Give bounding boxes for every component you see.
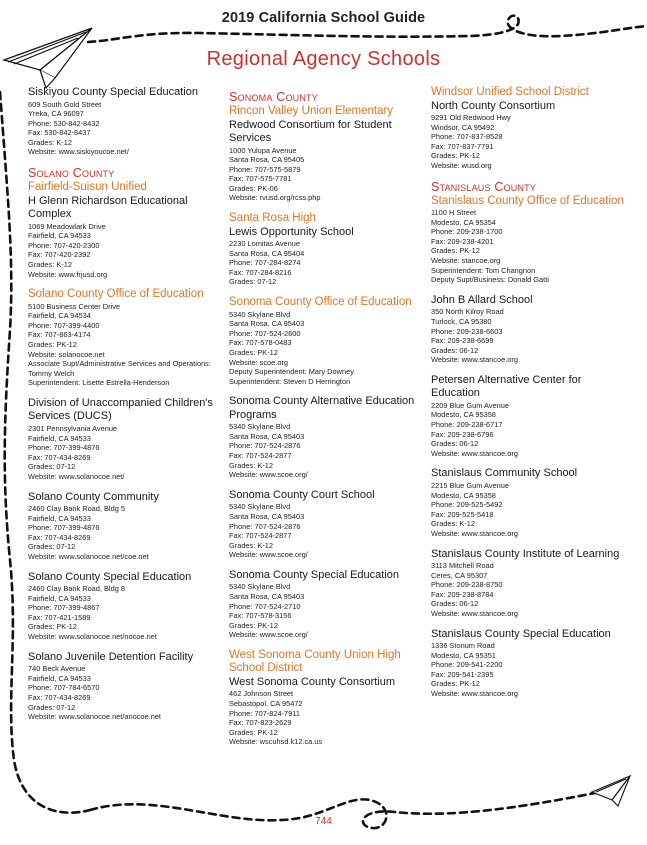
detail-line: Deputy Supt/Business: Donald Gatti xyxy=(431,275,549,285)
school-entry xyxy=(28,86,223,157)
website-line: Website: www.scoe.org/ xyxy=(229,630,308,640)
district-name: West Sonoma County Union High School District xyxy=(229,648,401,675)
fax-line: Fax: 707-578-3156 xyxy=(229,611,292,621)
detail-line: 1100 H Street xyxy=(431,208,477,218)
detail-line: 2230 Lomitas Avenue xyxy=(229,239,300,249)
detail-line: 1069 Meadowlark Drive xyxy=(28,221,106,231)
school-name: West Sonoma County Consortium xyxy=(229,675,396,688)
website-line: Website: rvusd.org/rcss.php xyxy=(229,193,321,203)
school-name: Petersen Alternative Center for Education xyxy=(431,373,582,400)
phone-line: Phone: 707-837-8528 xyxy=(431,132,503,142)
fax-line: Fax: 707-524-2877 xyxy=(229,451,292,461)
detail-line: Fairfield, CA 94533 xyxy=(28,673,91,683)
guide-title: 2019 California School Guide xyxy=(221,10,426,26)
detail-line: 740 Beck Avenue xyxy=(28,664,86,674)
school-entry xyxy=(229,395,424,480)
detail-line: Fairfield, CA 94533 xyxy=(28,433,91,443)
website-line: Website: www.stancoe.org xyxy=(431,355,518,365)
grades-line: Grades: K-12 xyxy=(229,540,273,550)
fax-line: Fax: 707-434-8269 xyxy=(28,692,91,702)
grades-line: Grades: 07-12 xyxy=(28,702,76,712)
phone-line: Phone: 209-238-6603 xyxy=(431,326,503,336)
school-name: Stanislaus County Special Education xyxy=(431,627,611,640)
school-name: North County Consortium xyxy=(431,99,556,112)
detail-line: Turlock, CA 95380 xyxy=(431,316,492,326)
website-line: Website: www.stancoe.org xyxy=(431,448,518,458)
phone-line: Phone: 707-420-2300 xyxy=(28,240,100,250)
website-line: Website: wusd.org xyxy=(431,160,492,170)
district-name: Rincon Valley Union Elementary xyxy=(229,105,394,117)
phone-line: Phone: 707-399-4876 xyxy=(28,443,100,453)
school-name: Redwood Consortium for Student Services xyxy=(229,118,392,144)
school-entry xyxy=(431,374,626,459)
school-entry xyxy=(28,571,223,642)
website-line: Website: www.scoe.org/ xyxy=(229,470,308,480)
detail-line: 2301 Pennsylvania Avenue xyxy=(28,423,118,433)
grades-line: Grades: PK-12 xyxy=(431,246,480,256)
detail-line: Windsor, CA 95492 xyxy=(431,122,495,132)
school-entry xyxy=(431,548,626,619)
school-name: Solano Juvenile Detention Facility xyxy=(28,650,194,663)
school-name: Sonoma County Court School xyxy=(229,488,375,501)
school-name: Solano County Community xyxy=(28,490,159,503)
school-entry xyxy=(229,649,424,747)
phone-line: Phone: 209-238-8750 xyxy=(431,580,503,590)
detail-line: 350 North Kilroy Road xyxy=(431,307,504,317)
detail-line: Fairfield, CA 94533 xyxy=(28,513,91,523)
detail-line: Associate Supt/Administrative Services and Operations: Tommy Welch xyxy=(28,359,211,378)
school-entry xyxy=(229,489,424,560)
school-name: John B Allard School xyxy=(431,293,533,306)
school-entry xyxy=(431,467,626,538)
detail-line: Fairfield, CA 94533 xyxy=(28,231,91,241)
grades-line: Grades: 07-12 xyxy=(229,277,277,287)
detail-line: Fairfield, CA 94533 xyxy=(28,593,91,603)
grades-line: Grades: PK-12 xyxy=(229,620,278,630)
website-line: Website: wscuhsd.k12.ca.us xyxy=(229,737,323,747)
school-name: Stanislaus County Institute of Learning xyxy=(431,547,620,560)
paper-airplane-small-icon xyxy=(592,776,630,806)
detail-line: 462 Johnson Street xyxy=(229,689,294,699)
grades-line: Grades: 06-12 xyxy=(431,345,479,355)
website-line: Website: www.stancoe.org xyxy=(431,689,518,699)
detail-line: Superintendent: Steven D Herrington xyxy=(229,376,351,386)
school-name: Division of Unaccompanied Children's Services (DUCS) xyxy=(28,396,213,423)
school-entry xyxy=(28,397,223,482)
detail-line: 3113 Mitchell Road xyxy=(431,561,494,570)
fax-line: Fax: 707-421-1589 xyxy=(28,612,91,622)
detail-line: 2460 Clay Bank Road, Bldg 5 xyxy=(28,504,125,514)
website-line: Website: stancoe.org xyxy=(431,256,501,266)
school-entry xyxy=(431,294,626,365)
detail-line: 2209 Blue Gum Avenue xyxy=(431,400,509,410)
school-name: H Glenn Richardson Educational Complex xyxy=(28,194,188,221)
phone-line: Phone: 209-525-5492 xyxy=(431,500,503,510)
website-line: Website: www.solanocoe.net/coe.net xyxy=(28,552,149,561)
detail-line: Santa Rosa, CA 95404 xyxy=(229,248,305,258)
phone-line: Phone: 707-399-4876 xyxy=(28,523,100,533)
grades-line: Grades: 07-12 xyxy=(28,462,76,472)
detail-line: 5340 Skylane Blvd xyxy=(229,422,291,432)
detail-line: Modesto, CA 95351 xyxy=(431,650,496,660)
fax-line: Fax: 707-524-2877 xyxy=(229,531,292,541)
detail-line: 5340 Skylane Blvd xyxy=(229,309,291,319)
website-line: Website: solanocoe.net xyxy=(28,349,105,359)
school-entry xyxy=(229,296,424,386)
county-heading: Stanislaus County xyxy=(431,179,537,194)
school-name: Sonoma County Alternative Education Programs xyxy=(229,395,415,421)
school-entry xyxy=(28,491,223,562)
website-line: Website: www.frjusd.org xyxy=(28,269,108,279)
fax-line: Fax: 209-238-4201 xyxy=(431,236,494,246)
school-name: Sonoma County Special Education xyxy=(229,568,399,581)
district-name: Solano County Office of Education xyxy=(28,288,204,301)
website-line: Website: scoe.org xyxy=(229,357,289,367)
fax-line: Fax: 209-541-2395 xyxy=(431,669,494,679)
fax-line: Fax: 209-525-5418 xyxy=(431,509,494,519)
fax-line: Fax: 707-578-0483 xyxy=(229,338,292,348)
phone-line: Phone: 707-575-5879 xyxy=(229,164,301,174)
phone-line: Phone: 707-524-2876 xyxy=(229,441,301,451)
school-entry xyxy=(229,212,424,287)
grades-line: Grades: PK-12 xyxy=(28,340,77,349)
detail-line: 609 South Gold Street xyxy=(28,99,102,109)
grades-line: Grades: K-12 xyxy=(229,460,273,470)
detail-line: Fairfield, CA 94534 xyxy=(28,311,91,321)
fax-line: Fax: 209-238-6699 xyxy=(431,336,494,346)
district-name: Stanislaus County Office of Education xyxy=(431,194,624,207)
phone-line: Phone: 707-824-7911 xyxy=(229,708,300,718)
fax-line: Fax: 707-420-2392 xyxy=(28,250,91,260)
website-line: Website: www.stancoe.org xyxy=(431,528,518,538)
column-2 xyxy=(229,86,424,756)
district-name: Santa Rosa High xyxy=(229,212,316,225)
detail-line: Santa Rosa, CA 95403 xyxy=(229,431,305,441)
detail-line: 2460 Clay Bank Road, Bldg 8 xyxy=(28,584,125,594)
school-name: Siskiyou County Special Education xyxy=(28,86,198,98)
phone-line: Phone: 707-399-4867 xyxy=(28,603,100,613)
district-name: Sonoma County Office of Education xyxy=(229,296,412,309)
fax-line: Fax: 707-863-4174 xyxy=(28,330,91,340)
detail-line: Superintendent: Tom Changnon xyxy=(431,265,536,275)
detail-line: 5340 Skylane Blvd xyxy=(229,582,291,592)
grades-line: Grades: PK-12 xyxy=(431,679,480,689)
fax-line: Fax: 707-575-7781 xyxy=(229,174,292,184)
school-name: Lewis Opportunity School xyxy=(229,225,354,238)
detail-line: Ceres, CA 95307 xyxy=(431,570,488,580)
county-heading: Sonoma County xyxy=(229,90,318,104)
grades-line: Grades: PK-12 xyxy=(229,727,278,737)
grades-line: Grades: PK-12 xyxy=(229,347,278,357)
grades-line: Grades: 07-12 xyxy=(28,542,76,552)
grades-line: Grades: PK-06 xyxy=(229,183,278,193)
page-number: 744 xyxy=(315,816,332,827)
detail-line: 1336 Stonum Road xyxy=(431,641,495,651)
phone-line: Phone: 209-541-2200 xyxy=(431,660,503,670)
county-heading: Solano County xyxy=(28,166,115,181)
fax-line: Fax: 707-284-8216 xyxy=(229,267,292,277)
grades-line: Grades: 06-12 xyxy=(431,599,479,609)
detail-line: 5340 Skylane Blvd xyxy=(229,502,291,512)
fax-line: Fax: 707-837-7791 xyxy=(431,141,494,151)
website-line: Website: www.solanocoe.net/anocoe.net xyxy=(28,712,161,722)
phone-line: Phone: 707-524-2600 xyxy=(229,328,301,338)
detail-line: Modesto, CA 95358 xyxy=(431,410,496,420)
website-line: Website: www.solanocoe.net/ xyxy=(28,471,125,481)
detail-line: Santa Rosa, CA 95405 xyxy=(229,155,305,165)
school-entry xyxy=(28,288,223,388)
school-name: Stanislaus Community School xyxy=(431,467,578,480)
school-entry xyxy=(431,86,626,171)
detail-line: 1000 Yulupa Avenue xyxy=(229,145,297,155)
phone-line: Phone: 209-238-1700 xyxy=(431,227,503,237)
phone-line: Phone: 707-784-6570 xyxy=(28,683,100,693)
detail-line: Deputy Superintendent: Mary Downey xyxy=(229,367,354,377)
grades-line: Grades: 06-12 xyxy=(431,439,479,449)
fax-line: Fax: 209-238-8784 xyxy=(431,589,494,599)
detail-line: Superintendent: Lisette Estrella-Henderson xyxy=(28,378,170,388)
phone-line: Phone: 707-284-8274 xyxy=(229,258,301,268)
detail-line: Modesto, CA 95358 xyxy=(431,490,496,500)
detail-line: Sebastopol, CA 95472 xyxy=(229,699,303,709)
fax-line: Fax: 209-238-6796 xyxy=(431,429,494,439)
detail-line: 9291 Old Redwood Hwy xyxy=(431,113,511,122)
school-entry xyxy=(28,651,223,722)
phone-line: Phone: 530-842-8432 xyxy=(28,118,100,128)
website-line: Website: www.siskiyoucoe.net/ xyxy=(28,147,129,157)
grades-line: Grades: K-12 xyxy=(28,259,72,269)
fax-line: Fax: 707-434-8269 xyxy=(28,452,91,462)
detail-line: Santa Rosa, CA 95403 xyxy=(229,319,305,329)
website-line: Website: www.scoe.org/ xyxy=(229,550,308,560)
fax-line: Fax: 530-842-8437 xyxy=(28,128,91,138)
school-entry xyxy=(431,180,626,285)
district-name: Windsor Unified School District xyxy=(431,86,589,98)
school-entry xyxy=(229,90,424,203)
column-1 xyxy=(28,86,223,731)
district-name: Fairfield-Suisun Unified xyxy=(28,181,147,194)
detail-line: Santa Rosa, CA 95403 xyxy=(229,592,305,601)
detail-line: Yreka, CA 96097 xyxy=(28,109,84,119)
website-line: Website: www.solanocoe.net/nocoe.net xyxy=(28,632,157,642)
phone-line: Phone: 707-399-4400 xyxy=(28,320,100,330)
column-3 xyxy=(431,86,626,708)
school-entry xyxy=(229,569,424,640)
detail-line: Santa Rosa, CA 95403 xyxy=(229,511,305,521)
school-entry xyxy=(431,628,626,699)
detail-line: Modesto, CA 95354 xyxy=(431,217,496,227)
phone-line: Phone: 707-524-2710 xyxy=(229,601,301,611)
grades-line: Grades: K-12 xyxy=(431,519,475,529)
school-name: Solano County Special Education xyxy=(28,570,192,583)
detail-line: 2215 Blue Gum Avenue xyxy=(431,480,509,490)
phone-line: Phone: 707-524-2876 xyxy=(229,521,301,531)
phone-line: Phone: 209-238-6717 xyxy=(431,420,503,430)
fax-line: Fax: 707-823-2629 xyxy=(229,718,292,728)
fax-line: Fax: 707-434-8269 xyxy=(28,532,91,542)
school-entry xyxy=(28,166,223,279)
section-title: Regional Agency Schools xyxy=(206,48,441,70)
grades-line: Grades: PK-12 xyxy=(28,622,77,632)
grades-line: Grades: PK-12 xyxy=(431,151,480,161)
grades-line: Grades: K-12 xyxy=(28,137,72,147)
website-line: Website: www.stancoe.org xyxy=(431,608,518,618)
detail-line: 5100 Business Center Drive xyxy=(28,301,121,311)
